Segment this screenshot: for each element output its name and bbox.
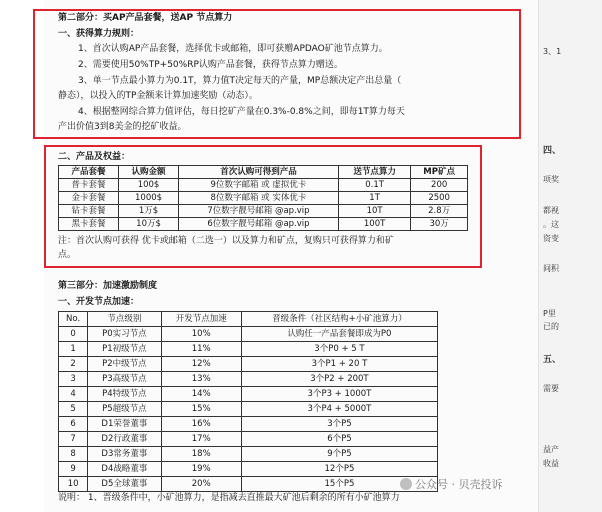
adjacent-page-fragment <box>538 0 602 512</box>
table-cell: 0 <box>59 327 88 342</box>
product-table-header <box>59 166 468 179</box>
table-cell: 20% <box>161 477 241 492</box>
table-row <box>59 218 468 231</box>
table-cell: 10万$ <box>119 218 179 231</box>
table-cell: P4特级节点 <box>88 387 161 402</box>
table-cell: 1T <box>338 192 410 205</box>
table-cell: 18% <box>161 447 241 462</box>
side-text: 3、1 <box>543 47 562 56</box>
table-cell: 7位数字靓号邮箱 @ap.vip <box>179 205 339 218</box>
table-cell: D4战略董事 <box>88 462 161 477</box>
table-cell: D5全球董事 <box>88 477 161 492</box>
table-row <box>59 342 438 357</box>
table-cell: P5超级节点 <box>88 402 161 417</box>
table-row <box>59 417 438 432</box>
table-cell: 14% <box>161 387 241 402</box>
table-cell: D2行政董事 <box>88 432 161 447</box>
table-cell: P3高级节点 <box>88 372 161 387</box>
table-cell: 2 <box>59 357 88 372</box>
table-cell: 3个P5 <box>241 417 437 432</box>
table-row <box>59 372 438 387</box>
rules-heading: 一、获得算力规则： <box>58 29 140 39</box>
table-cell: 17% <box>161 432 241 447</box>
watermark-text: 公众号 · 贝壳投诉 <box>415 478 503 491</box>
table-cell: 3个P0 + 5 T <box>241 342 437 357</box>
table-cell: 认购任一产品套餐即成为P0 <box>241 327 437 342</box>
table-cell: 6位数字靓号邮箱 @ap.vip <box>179 218 339 231</box>
table-cell: 10T <box>338 205 410 218</box>
table-cell: 2.8万 <box>411 205 468 218</box>
table-cell: 9 <box>59 462 88 477</box>
table-cell: 1万$ <box>119 205 179 218</box>
table-row <box>59 179 468 192</box>
table-cell: 11% <box>161 342 241 357</box>
products-note-cont: 点。 <box>58 250 77 260</box>
table-cell: P2中级节点 <box>88 357 161 372</box>
table-cell: 15% <box>161 402 241 417</box>
table-cell: 3个P2 + 200T <box>241 372 437 387</box>
column-header: 产品套餐 <box>59 166 119 179</box>
table-cell: 9位数字邮箱 或 虚拟优卡 <box>179 179 339 192</box>
table-cell: 12% <box>161 357 241 372</box>
table-cell: 3 <box>59 372 88 387</box>
products-note: 注：首次认购可获得 优卡或邮箱（二选一）以及算力和矿点，复购只可获得算力和矿 <box>58 236 394 246</box>
table-cell: 200 <box>411 179 468 192</box>
table-cell: 金卡套餐 <box>59 192 119 205</box>
table-cell: 3个P1 + 20 T <box>241 357 437 372</box>
rule-4: 4、根据整网综合算力值评估，每日挖矿产量在0.3%-0.8%之间，即每1T算力每天 <box>78 107 405 117</box>
watermark <box>400 476 503 492</box>
table-cell: 黑卡套餐 <box>59 218 119 231</box>
table-cell: 0.1T <box>338 179 410 192</box>
side-text: 资变 <box>543 234 559 243</box>
column-header: 节点级别 <box>88 312 161 327</box>
part3-footnote: 说明： 1、晋级条件中，小矿池算力，是指减去直推最大矿池后剩余的所有小矿池算力 <box>58 493 400 503</box>
table-cell: D1荣誉董事 <box>88 417 161 432</box>
column-header: 认购金额 <box>119 166 179 179</box>
table-cell: 7 <box>59 432 88 447</box>
side-text: 项奖 <box>543 175 559 184</box>
table-cell: 10% <box>161 327 241 342</box>
column-header: No. <box>59 312 88 327</box>
product-table <box>58 165 468 231</box>
part3-subheading: 一、开发节点加速： <box>58 297 140 307</box>
table-row <box>59 462 438 477</box>
column-header: MP矿点 <box>411 166 468 179</box>
table-cell: 2500 <box>411 192 468 205</box>
rule-3-cont: 静态），以投入的TP金额来计算加速奖励（动态）。 <box>58 91 258 101</box>
node-tier-table <box>58 311 438 492</box>
table-cell: 8位数字邮箱 或 实体优卡 <box>179 192 339 205</box>
table-cell: 100$ <box>119 179 179 192</box>
table-cell: 8 <box>59 447 88 462</box>
table-cell: 钻卡套餐 <box>59 205 119 218</box>
column-header: 首次认购可得到产品 <box>179 166 339 179</box>
table-cell: 12个P5 <box>241 462 437 477</box>
table-cell: 3个P3 + 1000T <box>241 387 437 402</box>
table-row <box>59 387 438 402</box>
side-text: 收益 <box>543 459 559 468</box>
side-text: P里 <box>543 309 556 318</box>
table-row <box>59 192 468 205</box>
side-text: 需要 <box>543 384 559 393</box>
table-cell: 5 <box>59 402 88 417</box>
side-text: 益产 <box>543 445 559 454</box>
side-text: 。这 <box>543 220 559 229</box>
part2-title: 第二部分：买AP产品套餐，送AP 节点算力 <box>58 13 233 23</box>
column-header: 送节点算力 <box>338 166 410 179</box>
products-heading: 二、产品及权益： <box>58 152 131 162</box>
table-cell: 16% <box>161 417 241 432</box>
table-cell: 3个P4 + 5000T <box>241 402 437 417</box>
table-cell: 6个P5 <box>241 432 437 447</box>
table-row <box>59 402 438 417</box>
rule-1: 1、首次认购AP产品套餐，选择优卡或邮箱，即可获赠APDAO矿池节点算力。 <box>78 44 388 54</box>
table-cell: 6 <box>59 417 88 432</box>
table-row <box>59 432 438 447</box>
table-row <box>59 205 468 218</box>
side-text: 四、 <box>543 146 562 156</box>
table-row <box>59 327 438 342</box>
table-cell: 9个P5 <box>241 447 437 462</box>
side-text: 间积 <box>543 264 559 273</box>
tier-table-header <box>59 312 438 327</box>
table-row <box>59 477 438 492</box>
rule-3: 3、单一节点最小算力为0.1T，算力值T决定每天的产量，MP总额决定产出总量（ <box>78 76 402 86</box>
rule-2: 2、需要使用50%TP+50%RP认购产品套餐，获得节点算力赠送。 <box>78 60 343 70</box>
wechat-logo-icon <box>400 478 412 490</box>
column-header: 开发节点加速 <box>161 312 241 327</box>
part3-title: 第三部分：加速激励制度 <box>58 281 158 291</box>
table-cell: 100T <box>338 218 410 231</box>
table-row <box>59 447 438 462</box>
table-cell: 30万 <box>411 218 468 231</box>
table-cell: P1初级节点 <box>88 342 161 357</box>
table-cell: D3常务董事 <box>88 447 161 462</box>
table-cell: 普卡套餐 <box>59 179 119 192</box>
rule-4-cont: 产出价值3到8美金的挖矿收益。 <box>58 122 187 132</box>
table-row <box>59 357 438 372</box>
side-text: 已的 <box>543 322 559 331</box>
table-cell: 1000$ <box>119 192 179 205</box>
table-cell: 13% <box>161 372 241 387</box>
table-cell: 4 <box>59 387 88 402</box>
side-text: 都视 <box>543 206 559 215</box>
table-cell: 15个P5 <box>241 477 437 492</box>
table-cell: 19% <box>161 462 241 477</box>
side-text: 五、 <box>543 355 562 365</box>
table-cell: 10 <box>59 477 88 492</box>
table-cell: P0实习节点 <box>88 327 161 342</box>
table-cell: 1 <box>59 342 88 357</box>
column-header: 晋级条件（社区结构+小矿池算力） <box>241 312 437 327</box>
